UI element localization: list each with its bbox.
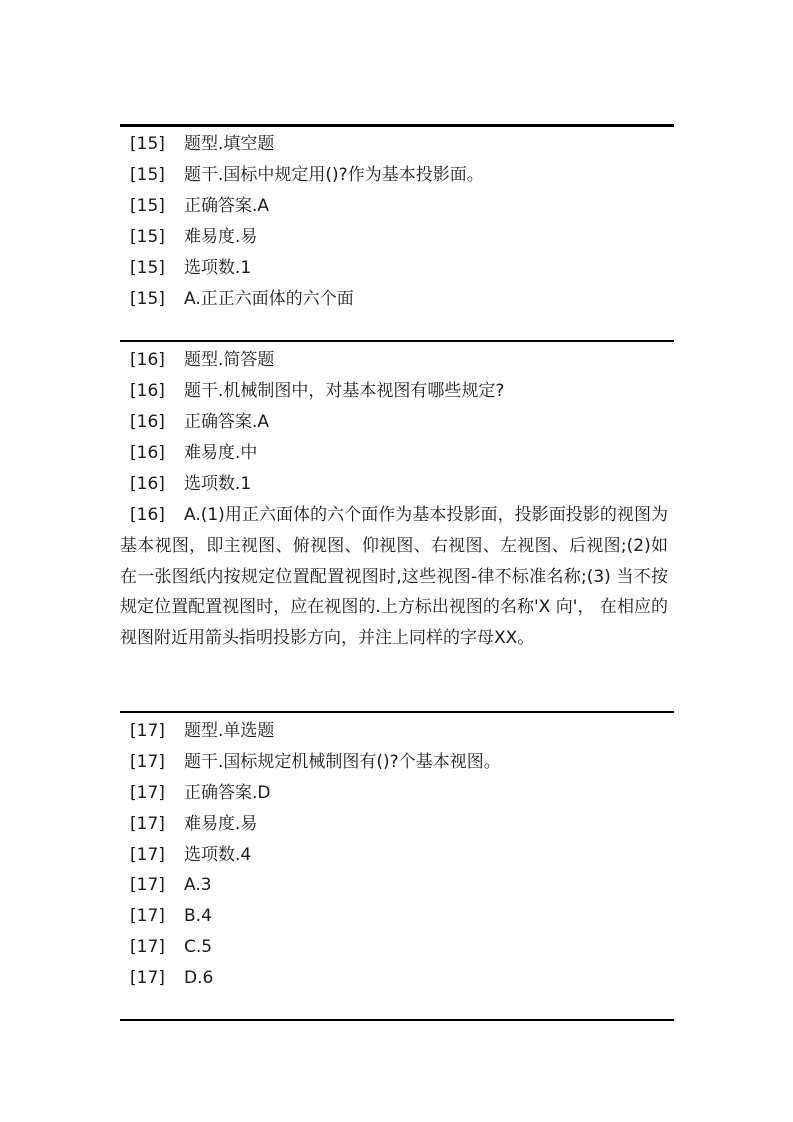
question-stem: 题干.机械制图中，对基本视图有哪些规定? [184,381,505,401]
section-divider [120,340,674,342]
q17-option-a-row [130,874,212,896]
question-number: [17] [130,875,165,895]
question-number: [17] [130,845,165,865]
option-a: A.正正六面体的六个面 [184,289,354,309]
option-d: D.6 [184,968,214,988]
question-number: [15] [130,165,165,185]
option-b: B.4 [184,906,212,926]
option-c: C.5 [184,937,213,957]
question-type: 题型.简答题 [184,350,275,370]
question-type: 题型.填空题 [184,134,275,154]
q17-option-d-row [130,967,213,989]
q17-option-count-row [130,844,251,866]
q15-stem-row [130,164,484,186]
question-number: [16] [130,412,165,432]
question-number: [15] [130,258,165,278]
question-stem: 题干.国标中规定用()?作为基本投影面。 [184,165,484,185]
q15-type-row [130,133,274,155]
section-divider [120,1019,674,1021]
correct-answer: 正确答案.A [184,196,270,216]
question-stem: 题干.国标规定机械制图有()?个基本视图。 [184,752,501,772]
difficulty: 难易度.中 [184,443,258,463]
q15-option-a-row [130,288,354,310]
question-number: [16] [130,381,165,401]
question-number: [17] [130,814,165,834]
question-number: [17] [130,937,165,957]
question-number: [15] [130,134,165,154]
option-count: 选项数.1 [184,258,252,278]
correct-answer: 正确答案.A [184,412,270,432]
option-count: 选项数.1 [184,474,252,494]
section-divider [120,711,674,713]
q17-difficulty-row [130,813,257,835]
question-number: [15] [130,227,165,247]
q15-answer-row [130,195,269,217]
q16-difficulty-row [130,442,257,464]
option-a: A.3 [184,875,212,895]
q15-option-count-row [130,257,251,279]
q17-option-c-row [130,936,212,958]
q17-option-b-row [130,905,212,927]
q16-stem-row [130,380,504,402]
difficulty: 难易度.易 [184,814,258,834]
question-number: [16] [130,443,165,463]
q16-type-row [130,349,274,371]
question-number: [16] [130,474,165,494]
question-number: [17] [130,721,165,741]
option-count: 选项数.4 [184,845,252,865]
question-number: [17] [130,752,165,772]
correct-answer: 正确答案.D [184,783,271,803]
question-type: 题型.单选题 [184,721,275,741]
q17-answer-row [130,782,271,804]
question-number: [17] [130,906,165,926]
q17-stem-row [130,751,501,773]
section-divider [120,124,674,127]
q16-option-count-row [130,473,251,495]
q17-type-row [130,720,274,742]
difficulty: 难易度.易 [184,227,258,247]
option-a: A.(1)用正六面体的六个面作为基本投影面，投影面投影的视图为基本视图，即主视图、俯视图、仰视图、右视图、左视图、后视图;(2)如在一张图纸内按规定位置配置视图时,这些视图-律不标准名称;(3) 当不按规定位置配置视图时，应在视图的.上方标出视图的名称'X 向'， 在相应的视图附近用箭头指明投影方向，并注上同样的字母XX。 [120,505,668,649]
question-number: [16] [130,505,165,525]
q15-difficulty-row [130,226,257,248]
question-number: [16] [130,350,165,370]
question-number: [15] [130,289,165,309]
question-number: [17] [130,783,165,803]
q16-option-a-paragraph [120,500,668,654]
q16-answer-row [130,411,269,433]
question-number: [17] [130,968,165,988]
question-number: [15] [130,196,165,216]
